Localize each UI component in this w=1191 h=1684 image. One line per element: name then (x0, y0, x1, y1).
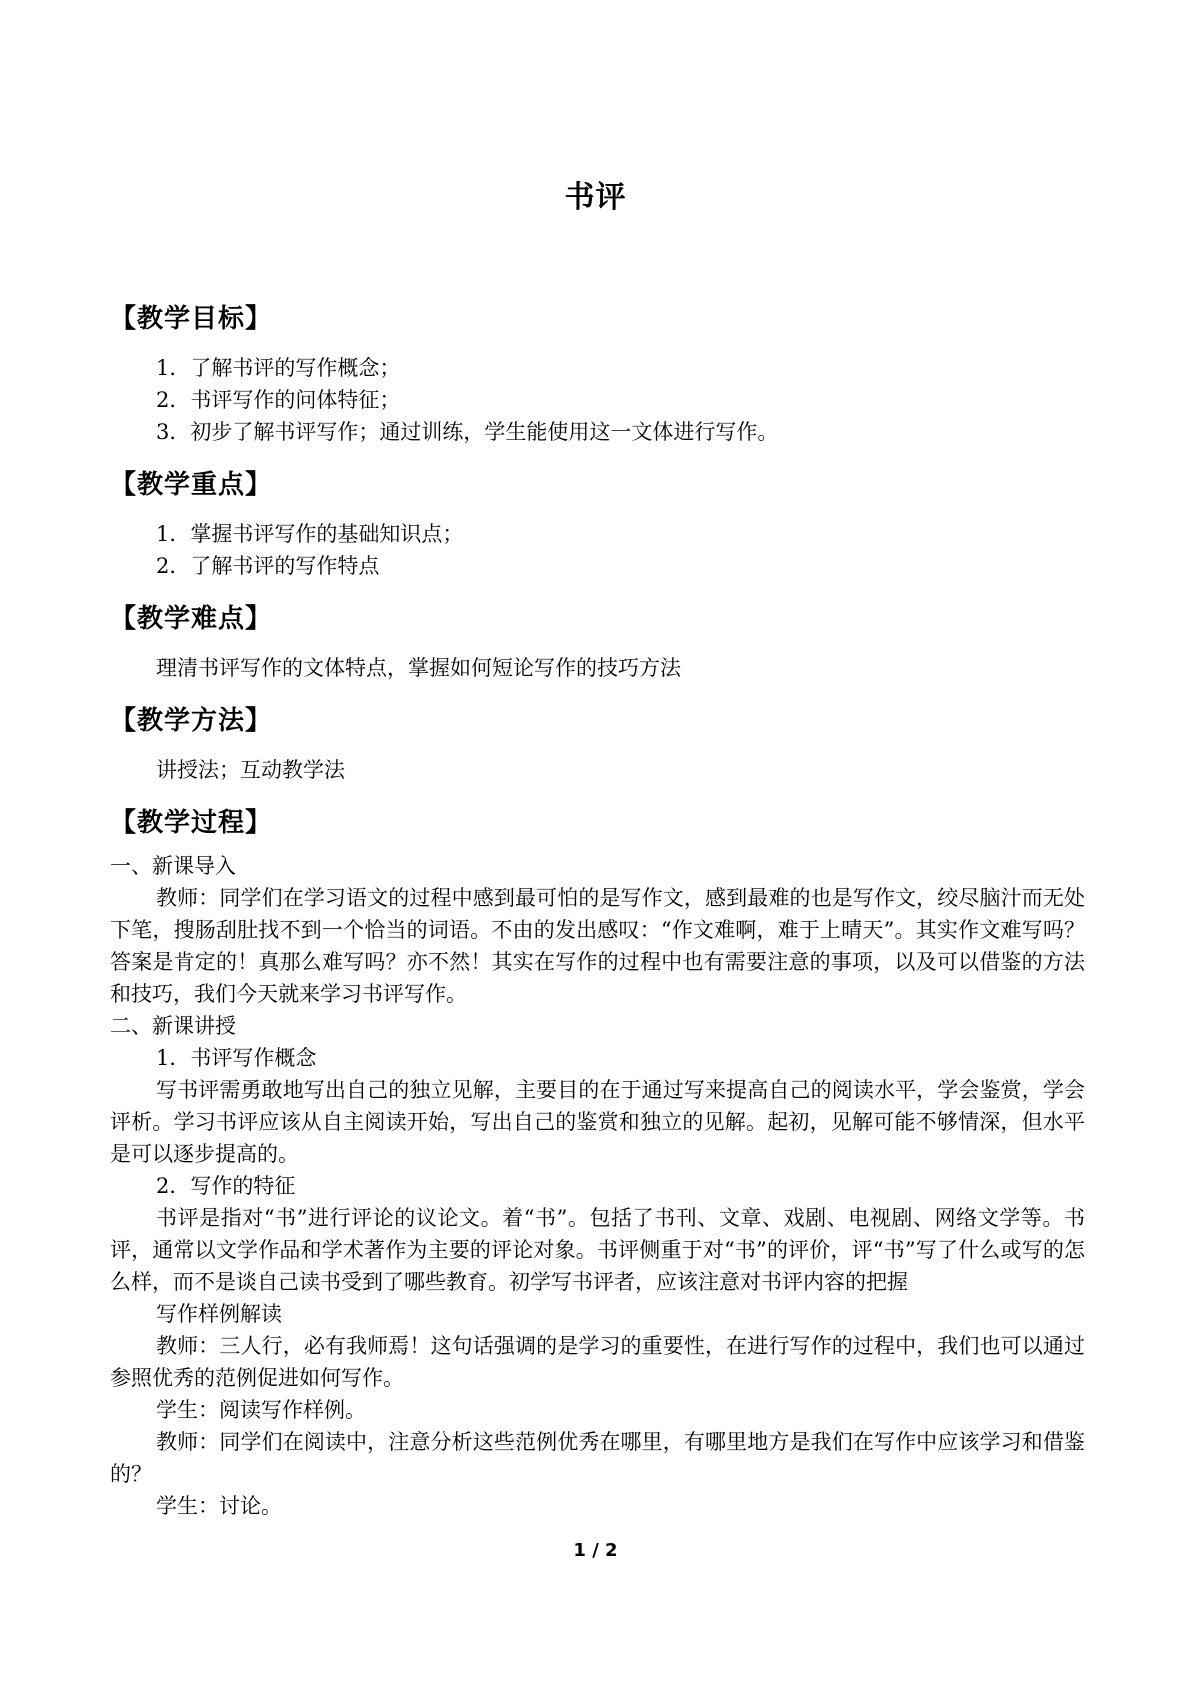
key-point-item-2: 2．了解书评的写作特点 (156, 554, 380, 578)
sub2-paragraph: 书评是指对“书”进行评论的议论文。着“书”。包括了书刊、文章、戏剧、电视剧、网络文学等。书评，通常以文学作品和学术著作为主要的评论对象。书评侧重于对“书”的评价，评“书”写了什么或写的怎么样，而不是谈自己读书受到了哪些教育。初学写书评者，应该注意对书评内容的把握 (110, 1206, 1085, 1294)
dialogue-line-2: 学生：阅读写作样例。 (156, 1398, 366, 1422)
document-body (110, 300, 1085, 1522)
part1-title: 一、新课导入 (110, 854, 236, 878)
objectives-heading: 【教学目标】 (110, 304, 273, 334)
dialogue-line-3: 教师：同学们在阅读中，注意分析这些范例优秀在哪里，有哪里地方是我们在写作中应该学习和借鉴的？ (110, 1430, 1085, 1486)
objective-item-2: 2．书评写作的问体特征； (156, 388, 401, 412)
process-heading: 【教学过程】 (110, 808, 273, 838)
sample-title: 写作样例解读 (156, 1302, 282, 1326)
key-points-heading: 【教学重点】 (110, 470, 273, 500)
objective-item-1: 1．了解书评的写作概念； (156, 356, 401, 380)
dialogue-line-1: 教师：三人行，必有我师焉！这句话强调的是学习的重要性，在进行写作的过程中，我们也可以通过参照优秀的范例促进如何写作。 (110, 1334, 1085, 1390)
dialogue-line-4: 学生：讨论。 (156, 1494, 282, 1518)
part2-title: 二、新课讲授 (110, 1014, 236, 1038)
key-point-item-1: 1．掌握书评写作的基础知识点； (156, 522, 464, 546)
difficulties-heading: 【教学难点】 (110, 604, 273, 634)
methods-text: 讲授法；互动教学法 (156, 758, 345, 782)
methods-heading: 【教学方法】 (110, 706, 273, 736)
page-title: 书评 (564, 180, 627, 215)
objective-item-3: 3．初步了解书评写作；通过训练，学生能使用这一文体进行写作。 (156, 420, 779, 444)
sub2-title: 2．写作的特征 (156, 1174, 296, 1198)
difficulties-text: 理清书评写作的文体特点，掌握如何短论写作的技巧方法 (156, 656, 681, 680)
sub1-paragraph: 写书评需勇敢地写出自己的独立见解，主要目的在于通过写来提高自己的阅读水平，学会鉴赏，学会评析。学习书评应该从自主阅读开始，写出自己的鉴赏和独立的见解。起初，见解可能不够情深，但水平是可以逐步提高的。 (110, 1078, 1085, 1166)
sub1-title: 1．书评写作概念 (156, 1046, 317, 1070)
part1-paragraph: 教师：同学们在学习语文的过程中感到最可怕的是写作文，感到最难的也是写作文，绞尽脑汁而无处下笔，搜肠刮肚找不到一个恰当的词语。不由的发出感叹：“作文难啊，难于上晴天”。其实作文难写吗？答案是肯定的！真那么难写吗？亦不然！其实在写作的过程中也有需要注意的事项，以及可以借鉴的方法和技巧，我们今天就来学习书评写作。 (110, 886, 1085, 1006)
page-number: 1 / 2 (573, 1540, 618, 1561)
